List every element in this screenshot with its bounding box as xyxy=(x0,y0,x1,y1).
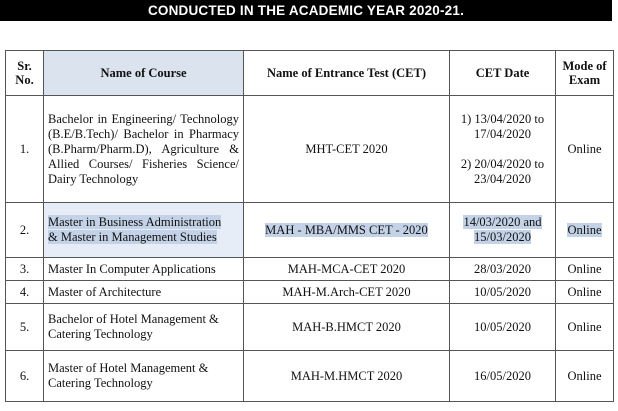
course-name-cell: Bachelor of Hotel Management & Catering Technology xyxy=(44,304,244,351)
sr-no-cell: 3. xyxy=(6,258,44,281)
mode-cell: Online xyxy=(556,258,614,281)
mode-cell: Online xyxy=(556,304,614,351)
cet-name-cell: MAH-M.HMCT 2020 xyxy=(244,351,450,402)
header-course-name: Name of Course xyxy=(44,51,244,96)
table-row xyxy=(6,351,614,402)
cet-date-cell: 10/05/2020 xyxy=(450,281,556,304)
mode-cell: Online xyxy=(556,96,614,203)
course-name-cell: Master of Architecture xyxy=(44,281,244,304)
cet-name-cell: MAH-B.HMCT 2020 xyxy=(244,304,450,351)
cet-date-cell: 10/05/2020 xyxy=(450,304,556,351)
cet-name-cell[interactable] xyxy=(244,203,450,258)
document-banner: CONDUCTED IN THE ACADEMIC YEAR 2020-21. xyxy=(0,0,612,21)
table-row xyxy=(6,304,614,351)
mode-cell: Online xyxy=(556,351,614,402)
cet-name-cell: MHT-CET 2020 xyxy=(244,96,450,203)
cet-date-cell: 28/03/2020 xyxy=(450,258,556,281)
course-name-cell: Master In Computer Applications xyxy=(44,258,244,281)
selected-text: 14/03/2020 and xyxy=(463,215,542,229)
selected-text: Master in Business Administration xyxy=(48,215,222,229)
selected-text: & Master in Management Studies xyxy=(48,230,217,244)
cet-date-cell: 1) 13/04/2020 to 17/04/2020 2) 20/04/2020 to 23/04/2020 xyxy=(450,96,556,203)
sr-no-cell: 6. xyxy=(6,351,44,402)
mode-cell[interactable] xyxy=(556,203,614,258)
sr-no-cell: 4. xyxy=(6,281,44,304)
course-name-cell: Master of Hotel Management & Catering Technology xyxy=(44,351,244,402)
cet-date-cell[interactable] xyxy=(450,203,556,258)
cet-date-cell: 16/05/2020 xyxy=(450,351,556,402)
table-header-row xyxy=(6,51,614,96)
cet-name-cell: MAH-M.Arch-CET 2020 xyxy=(244,281,450,304)
selected-text: MAH - MBA/MMS CET - 2020 xyxy=(265,222,428,237)
table-row-selected xyxy=(6,203,614,258)
sr-no-cell: 5. xyxy=(6,304,44,351)
entrance-test-table xyxy=(5,50,614,402)
course-name-cell: Bachelor in Engineering/ Technology (B.E/B.Tech)/ Bachelor in Pharmacy (B.Pharm/Pharm.D), Agriculture & Allied Courses/ Fisheries Science/ Dairy Technology xyxy=(44,96,244,203)
sr-no-cell: 2. xyxy=(6,203,44,258)
header-cet-date: CET Date xyxy=(450,51,556,96)
cet-name-cell: MAH-MCA-CET 2020 xyxy=(244,258,450,281)
selected-text: 15/03/2020 xyxy=(474,230,531,244)
header-sr-no: Sr. No. xyxy=(6,51,44,96)
header-mode-of-exam: Mode of Exam xyxy=(556,51,614,96)
sr-no-cell: 1. xyxy=(6,96,44,203)
table-row xyxy=(6,96,614,203)
table-row xyxy=(6,258,614,281)
course-name-cell[interactable] xyxy=(44,203,244,258)
selected-text: Online xyxy=(567,222,602,237)
header-cet-name: Name of Entrance Test (CET) xyxy=(244,51,450,96)
table-row xyxy=(6,281,614,304)
mode-cell: Online xyxy=(556,281,614,304)
